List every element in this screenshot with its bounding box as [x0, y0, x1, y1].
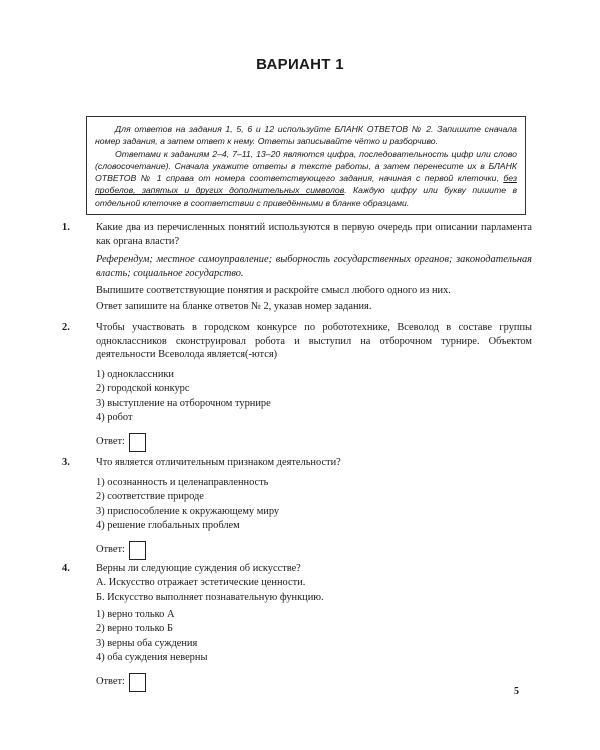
option: 1) осознанность и целенаправленность [96, 476, 269, 488]
question-text: Чтобы участвовать в городском конкурсе по робототехнике, Всеволод в составе группы одноклассников сконструировал робота и выступил на отборочном турнире. Объектом деятельности Всеволода является(-ются) [96, 322, 532, 360]
answer-label: Ответ: [96, 436, 125, 448]
option: 1) верно только А [96, 608, 175, 620]
option: 4) робот [96, 412, 133, 423]
question-number: 4. [62, 563, 70, 574]
instructions-paragraph-2-start: Ответами к заданиям 2–4, 7–11, 13–20 являются цифра, последовательность цифр или слово (словосочетание). Сначала укажите ответы в тексте работы, а затем перенесите их в БЛАНК ОТВЕТОВ № 1 справа от номера соответствующего задания, начиная с первой клеточки, [95, 148, 517, 184]
question-terms: Референдум; местное самоуправление; выборность государственных органов; законодательная власть; социальное государство. [96, 254, 532, 279]
instructions-paragraph-2-end: . Каждую цифру или букву пишите в отдельной клеточке в соответствии с приведёнными в бланке образцами. [95, 185, 517, 208]
question-4 [62, 562, 532, 692]
page-title: ВАРИАНТ 1 [256, 56, 344, 73]
answer-box[interactable] [129, 673, 146, 692]
options-list [96, 368, 532, 425]
instructions-paragraph-2 [95, 148, 517, 209]
answer-row [96, 541, 532, 560]
question-2 [62, 321, 532, 452]
instructions-paragraph-1: Для ответов на задания 1, 5, 6 и 12 используйте БЛАНК ОТВЕТОВ № 2. Запишите сначала номер задания, а затем ответ к нему. Ответы записывайте чётко и разборчиво. [95, 124, 517, 147]
option: 2) верно только Б [96, 623, 173, 634]
option: 3) верны оба суждения [96, 637, 198, 649]
answer-label: Ответ: [96, 544, 125, 556]
question-number: 1. [62, 222, 70, 233]
option: 4) оба суждения неверны [96, 652, 208, 663]
question-text: Что является отличительным признаком деятельности? [96, 457, 341, 468]
options-list [96, 608, 532, 665]
answer-row [96, 673, 532, 692]
page-number: 5 [514, 686, 519, 697]
instructions-box [86, 116, 526, 215]
statement-b: Б. Искусство выполняет познавательную функцию. [96, 592, 324, 603]
option: 2) городской конкурс [96, 383, 190, 394]
answer-label: Ответ: [96, 676, 125, 688]
question-number: 3. [62, 457, 70, 468]
question-number: 2. [62, 322, 70, 333]
question-text: Какие два из перечисленных понятий используются в первую очередь при описании парламента как органа власти? [96, 222, 532, 247]
option: 2) соответствие природе [96, 491, 204, 502]
question-text: Верны ли следующие суждения об искусстве? [96, 563, 301, 574]
option: 3) выступление на отборочном турнире [96, 397, 271, 409]
answer-box[interactable] [129, 541, 146, 560]
answer-row [96, 433, 532, 452]
answer-box[interactable] [129, 433, 146, 452]
question-1 [62, 221, 532, 315]
instructions-underlined-text: без пробелов, запятых и других дополнительных символов [95, 173, 517, 196]
question-instruction: Выпишите соответствующие понятия и раскройте смысл любого одного из них. [96, 285, 451, 296]
option: 4) решение глобальных проблем [96, 520, 240, 531]
option: 1) одноклассники [96, 368, 174, 380]
option: 3) приспособление к окружающему миру [96, 505, 280, 517]
question-instruction: Ответ запишите на бланке ответов № 2, указав номер задания. [96, 300, 372, 312]
question-3 [62, 456, 532, 560]
statement-a: А. Искусство отражает эстетические ценности. [96, 576, 306, 588]
options-list [96, 476, 532, 533]
